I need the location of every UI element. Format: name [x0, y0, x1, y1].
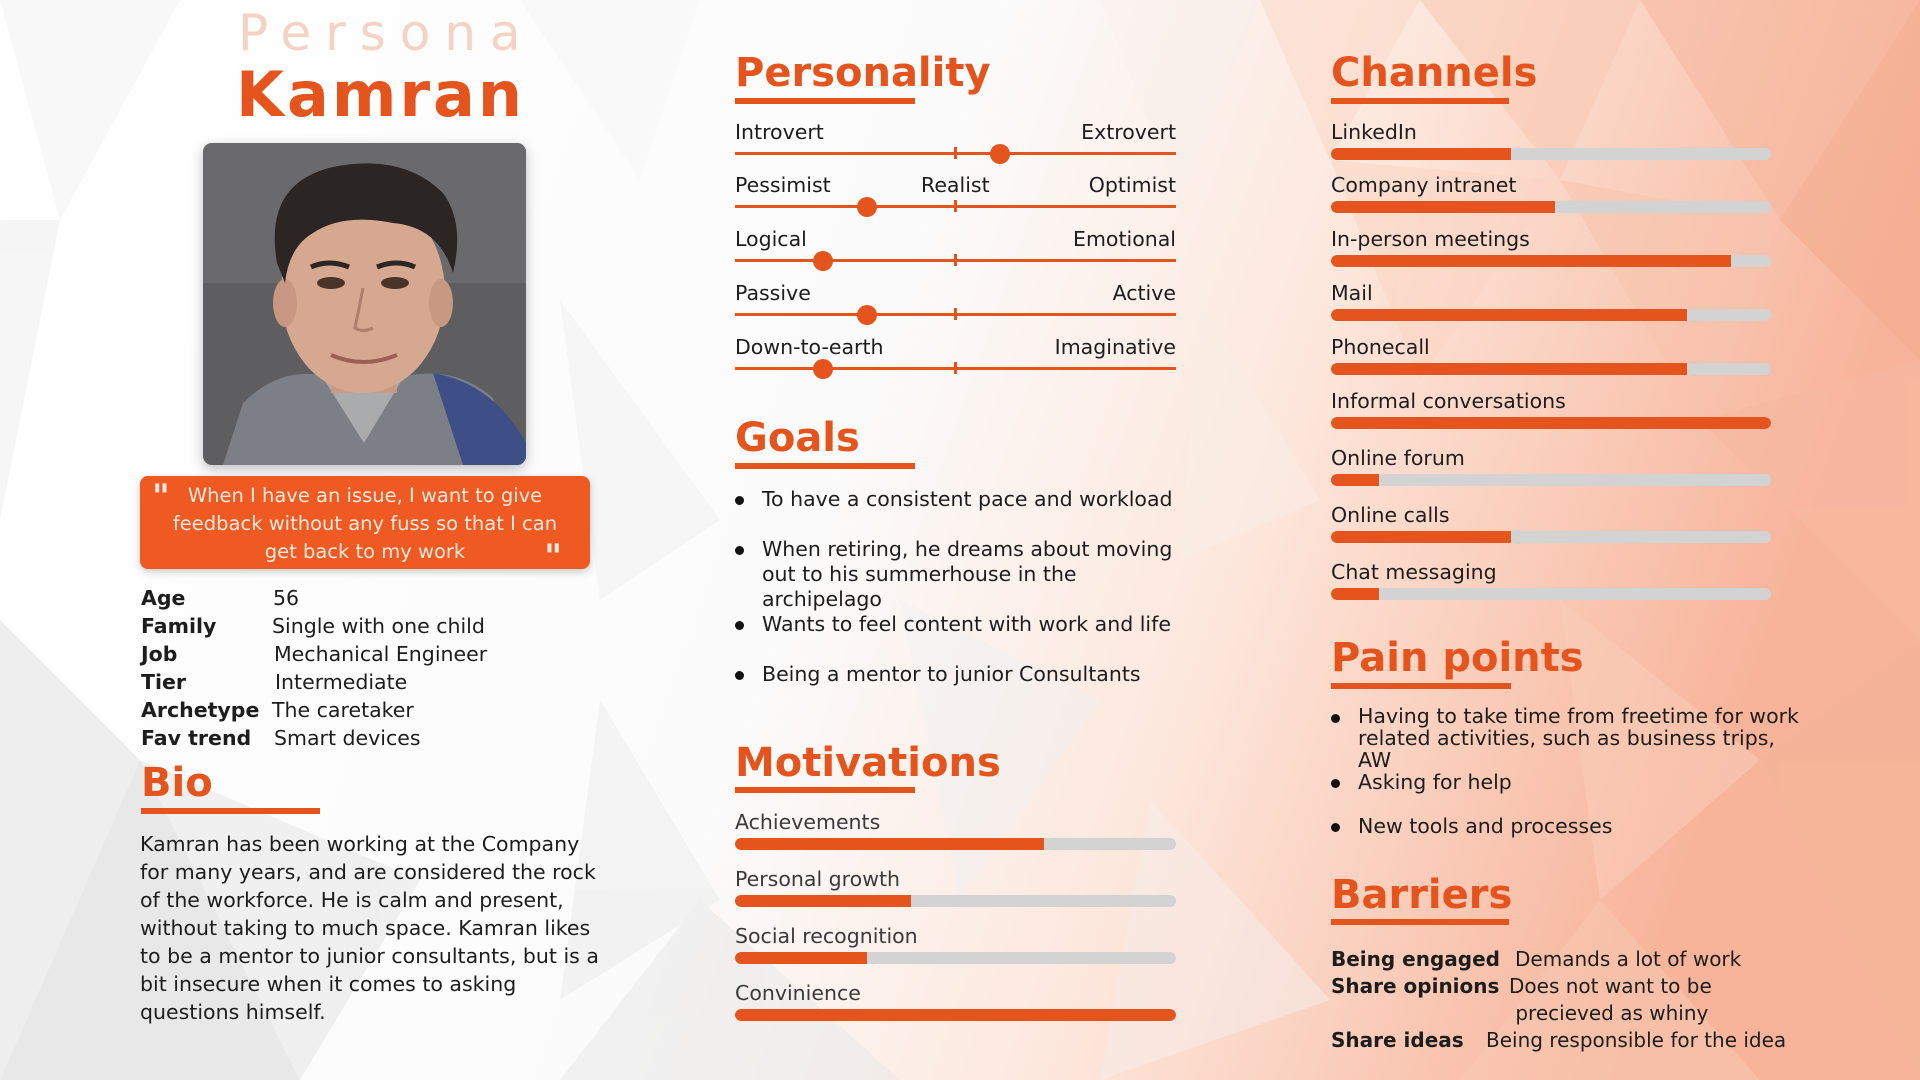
quote-close-icon: " [544, 537, 562, 577]
channel-fill [1331, 201, 1555, 213]
goal-text: To have a consistent pace and workload [762, 487, 1173, 511]
slider-passive-active [735, 281, 1176, 327]
channel-fill [1331, 363, 1687, 375]
motivation-fill [735, 895, 911, 907]
motivation-fill [735, 952, 867, 964]
fact-value: The caretaker [272, 698, 414, 722]
channel-label: Informal conversations [1331, 389, 1566, 413]
channel-fill [1331, 148, 1511, 160]
bullet-icon [735, 546, 744, 555]
channels-heading-underline [1331, 98, 1509, 104]
motivation-label: Achievements [735, 810, 881, 834]
fact-value: Smart devices [274, 726, 421, 750]
fact-fav-trend [141, 724, 521, 752]
slider-right-label: Imaginative [1054, 335, 1176, 359]
channel-fill [1331, 531, 1511, 543]
quote-text: When I have an issue, I want to give feedback without any fuss so that I can get back to my work [172, 484, 558, 563]
persona-photo [203, 143, 526, 465]
motivation-convinience [735, 981, 1176, 1021]
channel-track [1331, 201, 1771, 213]
channel-label: Online calls [1331, 503, 1450, 527]
slider-left-label: Introvert [735, 120, 824, 144]
channel-track [1331, 148, 1771, 160]
slider-logical-emotional [735, 227, 1176, 273]
fact-age [141, 584, 521, 612]
motivation-achievements [735, 810, 1176, 850]
barrier-label: Share ideas [1331, 1028, 1464, 1052]
pain-point-text: Asking for help [1358, 770, 1512, 794]
goal-text: When retiring, he dreams about moving out to his summerhouse in the archipelago [762, 537, 1173, 611]
slider-knob [857, 305, 877, 325]
bio-heading: Bio [141, 760, 213, 806]
fact-value: Mechanical Engineer [274, 642, 488, 666]
slider-center-tick [954, 147, 957, 159]
quote-box [140, 476, 590, 577]
quote-open-icon: " [152, 477, 170, 517]
channel-online-calls [1331, 503, 1771, 543]
slider-knob [813, 251, 833, 271]
pain-point-text: New tools and processes [1358, 814, 1613, 838]
channel-mail [1331, 281, 1771, 321]
channel-track [1331, 474, 1771, 486]
motivation-personal-growth [735, 867, 1176, 907]
slider-pessimist-optimist [735, 173, 1176, 219]
personality-heading: Personality [735, 50, 991, 96]
bullet-icon [1331, 779, 1340, 788]
slider-left-label: Logical [735, 227, 807, 251]
channel-informal-conversations [1331, 389, 1771, 429]
persona-label: Persona [238, 4, 535, 62]
channel-track [1331, 417, 1771, 429]
channel-in-person-meetings [1331, 227, 1771, 267]
bullet-icon [735, 496, 744, 505]
fact-label: Job [141, 642, 178, 666]
barriers-list [1331, 946, 1811, 1054]
motivation-fill [735, 1009, 1176, 1021]
channel-online-forum [1331, 446, 1771, 486]
slider-downtoearth-imaginative [735, 335, 1176, 381]
channel-label: Chat messaging [1331, 560, 1497, 584]
motivation-track [735, 952, 1176, 964]
bio-text: Kamran has been working at the Company for many years, and are considered the rock of the workforce. He is calm and present, without taking to much space. Kamran likes to be a mentor to junior consultants, but is a bit insecure when it comes to asking questions himself. [140, 832, 599, 1024]
barriers-heading: Barriers [1331, 872, 1513, 918]
channel-label: Phonecall [1331, 335, 1430, 359]
channel-fill [1331, 588, 1379, 600]
motivation-label: Social recognition [735, 924, 918, 948]
slider-center-tick [954, 200, 957, 212]
motivation-track [735, 1009, 1176, 1021]
barrier-value: Demands a lot of work [1515, 947, 1742, 971]
fact-value: Intermediate [275, 670, 408, 694]
barriers-heading-underline [1331, 919, 1509, 925]
barrier-label: Share opinions [1331, 974, 1500, 998]
channel-label: LinkedIn [1331, 120, 1417, 144]
channel-linkedin [1331, 120, 1771, 160]
channel-label: Online forum [1331, 446, 1465, 470]
fact-value: Single with one child [272, 614, 485, 638]
barrier-value: Does not want to be precieved as whiny [1509, 974, 1712, 1025]
channels-heading: Channels [1331, 50, 1538, 96]
bullet-icon [1331, 823, 1340, 832]
slider-introvert-extrovert [735, 120, 1176, 166]
persona-name: Kamran [236, 58, 526, 131]
motivations-heading-underline [735, 787, 915, 793]
barrier-row [1331, 973, 1811, 1027]
fact-job [141, 640, 521, 668]
fact-value: 56 [273, 586, 300, 610]
slider-left-label: Down-to-earth [735, 335, 884, 359]
fact-label: Archetype [141, 698, 260, 722]
bullet-icon [735, 621, 744, 630]
personality-heading-underline [735, 98, 915, 104]
slider-center-tick [954, 308, 957, 320]
barrier-value: Being responsible for the idea [1486, 1028, 1787, 1052]
portrait-image [203, 143, 526, 465]
goals-heading: Goals [735, 415, 860, 461]
fact-label: Fav trend [141, 726, 252, 750]
channel-phonecall [1331, 335, 1771, 375]
motivation-track [735, 838, 1176, 850]
goal-text: Wants to feel content with work and life [762, 612, 1171, 636]
slider-center-tick [954, 254, 957, 266]
motivation-label: Convinience [735, 981, 861, 1005]
motivation-social-recognition [735, 924, 1176, 964]
channel-track [1331, 531, 1771, 543]
channel-track [1331, 363, 1771, 375]
fact-family [141, 612, 521, 640]
motivation-track [735, 895, 1176, 907]
fact-label: Age [141, 586, 186, 610]
slider-middle-label: Realist [921, 173, 990, 197]
slider-knob [857, 197, 877, 217]
bio-heading-underline [141, 808, 320, 814]
slider-center-tick [954, 362, 957, 374]
pain-point-text: Having to take time from freetime for work related activities, such as business trips, AW [1358, 704, 1799, 772]
barrier-label: Being engaged [1331, 947, 1500, 971]
barrier-row [1331, 946, 1811, 973]
channel-track [1331, 588, 1771, 600]
channel-fill [1331, 309, 1687, 321]
slider-knob [990, 144, 1010, 164]
slider-right-label: Optimist [1088, 173, 1176, 197]
channel-fill [1331, 474, 1379, 486]
motivation-label: Personal growth [735, 867, 900, 891]
channel-track [1331, 255, 1771, 267]
channel-track [1331, 309, 1771, 321]
bullet-icon [735, 671, 744, 680]
channel-label: Company intranet [1331, 173, 1517, 197]
slider-left-label: Passive [735, 281, 811, 305]
channel-fill [1331, 255, 1731, 267]
slider-right-label: Emotional [1073, 227, 1176, 251]
slider-left-label: Pessimist [735, 173, 831, 197]
fact-label: Family [141, 614, 217, 638]
slider-right-label: Extrovert [1081, 120, 1176, 144]
motivations-heading: Motivations [735, 740, 1001, 786]
channel-chat-messaging [1331, 560, 1771, 600]
pain-points-heading: Pain points [1331, 635, 1584, 681]
channel-label: In-person meetings [1331, 227, 1530, 251]
barrier-row [1331, 1027, 1811, 1054]
channel-company-intranet [1331, 173, 1771, 213]
slider-right-label: Active [1112, 281, 1176, 305]
fact-label: Tier [141, 670, 187, 694]
channel-label: Mail [1331, 281, 1373, 305]
channel-fill [1331, 417, 1771, 429]
slider-knob [813, 359, 833, 379]
fact-archetype [141, 696, 521, 724]
motivation-fill [735, 838, 1044, 850]
persona-facts [141, 584, 521, 752]
goals-heading-underline [735, 463, 915, 469]
pain-points-heading-underline [1331, 683, 1511, 689]
fact-tier [141, 668, 521, 696]
goal-text: Being a mentor to junior Consultants [762, 662, 1141, 686]
bullet-icon [1331, 714, 1340, 723]
